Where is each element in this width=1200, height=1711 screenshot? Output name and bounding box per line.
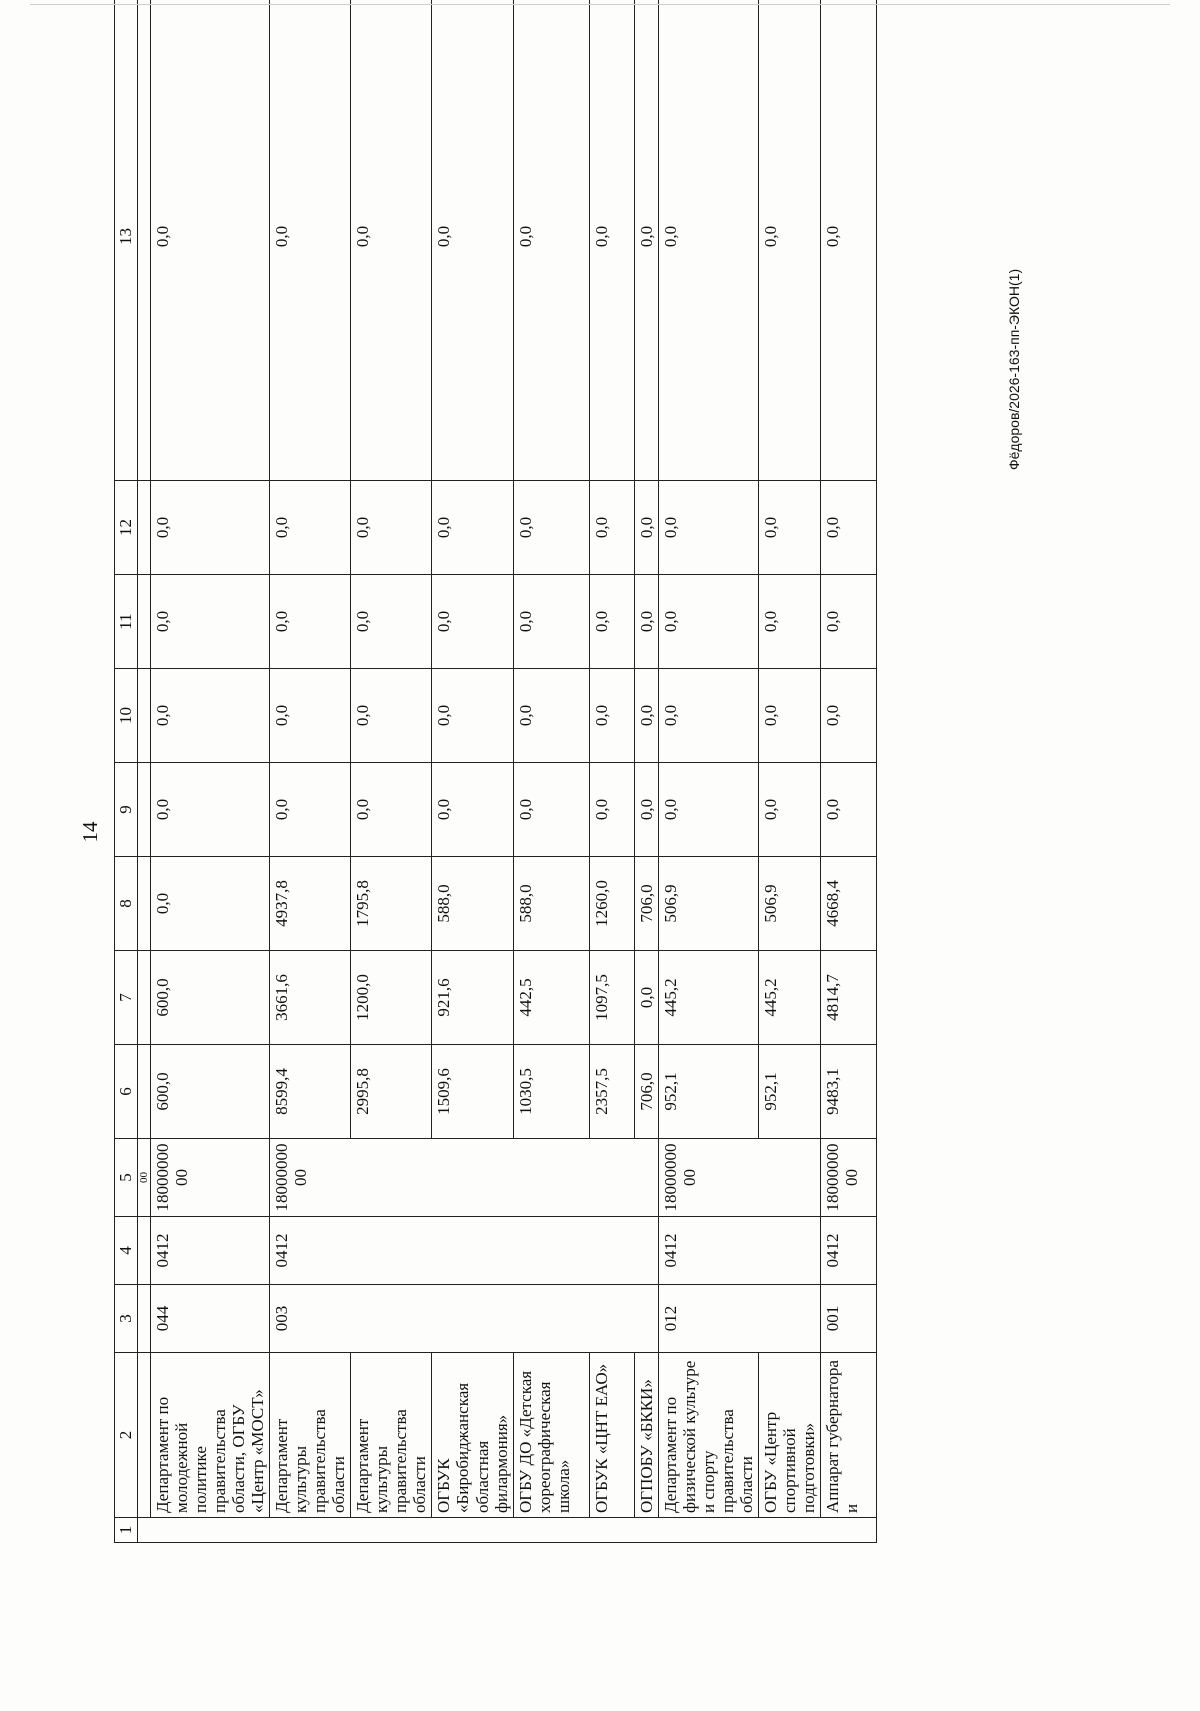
- code-column-5: 18000000 00: [270, 1139, 658, 1217]
- value-cell: 0,0: [658, 763, 758, 857]
- value-cell: 0,0: [820, 575, 876, 669]
- value-cell: 0,0: [432, 0, 513, 481]
- value-cell: 0,0: [820, 0, 876, 481]
- code-column-5: 18000000 00: [820, 1139, 876, 1217]
- column-number-row: [115, 0, 138, 1543]
- column-number: 3: [115, 1285, 138, 1353]
- value-cell: 0,0: [820, 669, 876, 763]
- value-cell: 0,0: [270, 575, 351, 669]
- document-code: Фёдоров/2026-163-пп-ЭКОН(1): [1006, 268, 1022, 470]
- value-cell: 1097,5: [589, 951, 634, 1045]
- code-column-5: 18000000 00: [151, 1139, 270, 1217]
- value-cell: 0,0: [758, 0, 820, 481]
- value-cell: 0,0: [151, 763, 270, 857]
- value-cell: 0,0: [758, 481, 820, 575]
- value-cell: 0,0: [513, 481, 589, 575]
- value-cell: 0,0: [151, 481, 270, 575]
- table-row: [658, 0, 758, 1543]
- value-cell: 588,0: [432, 857, 513, 951]
- value-cell: 0,0: [820, 763, 876, 857]
- value-cell: 8599,4: [270, 1045, 351, 1139]
- carry-over-code: 00: [138, 1139, 151, 1217]
- value-cell: 0,0: [589, 0, 634, 481]
- value-cell: 0,0: [658, 575, 758, 669]
- value-cell: 600,0: [151, 1045, 270, 1139]
- value-cell: 588,0: [513, 857, 589, 951]
- code-column-4: 0412: [151, 1217, 270, 1285]
- value-cell: 0,0: [758, 669, 820, 763]
- value-cell: 0,0: [351, 669, 432, 763]
- value-cell: 0,0: [513, 575, 589, 669]
- value-cell: 0,0: [270, 0, 351, 481]
- value-cell: 1509,6: [432, 1045, 513, 1139]
- value-cell: 921,6: [432, 951, 513, 1045]
- value-cell: 0,0: [151, 669, 270, 763]
- value-cell: 0,0: [758, 575, 820, 669]
- value-cell: 0,0: [351, 575, 432, 669]
- budget-table: [114, 0, 877, 1543]
- value-cell: 0,0: [513, 763, 589, 857]
- column-number: 5: [115, 1139, 138, 1217]
- value-cell: 0,0: [589, 763, 634, 857]
- column-number: 12: [115, 481, 138, 575]
- value-cell: 0,0: [658, 0, 758, 481]
- value-cell: 4814,7: [820, 951, 876, 1045]
- value-cell: 0,0: [634, 763, 658, 857]
- value-cell: 4937,8: [270, 857, 351, 951]
- value-cell: 1260,0: [589, 857, 634, 951]
- code-column-3: 003: [270, 1285, 658, 1353]
- column-number: 8: [115, 857, 138, 951]
- column-number: 6: [115, 1045, 138, 1139]
- value-cell: 952,1: [658, 1045, 758, 1139]
- recipient-name: ОГБУ «Центр спортивной подготовки»: [758, 1353, 820, 1518]
- value-cell: 0,0: [432, 763, 513, 857]
- value-cell: 445,2: [658, 951, 758, 1045]
- value-cell: 0,0: [634, 481, 658, 575]
- value-cell: 506,9: [658, 857, 758, 951]
- column-1-cell: [138, 1518, 877, 1543]
- value-cell: 0,0: [589, 481, 634, 575]
- column-number: 2: [115, 1353, 138, 1518]
- value-cell: 2995,8: [351, 1045, 432, 1139]
- recipient-name: ОГБУК «ЦНТ ЕАО»: [589, 1353, 634, 1518]
- table-row: [151, 0, 270, 1543]
- value-cell: 0,0: [634, 951, 658, 1045]
- value-cell: 0,0: [351, 763, 432, 857]
- page-number: 14: [78, 821, 102, 843]
- value-cell: 0,0: [151, 0, 270, 481]
- column-number: 1: [115, 1518, 138, 1543]
- value-cell: 0,0: [151, 575, 270, 669]
- code-column-4: 0412: [270, 1217, 658, 1285]
- column-number: 13: [115, 0, 138, 481]
- value-cell: 0,0: [634, 0, 658, 481]
- value-cell: 952,1: [758, 1045, 820, 1139]
- value-cell: 0,0: [820, 481, 876, 575]
- value-cell: 2357,5: [589, 1045, 634, 1139]
- recipient-name: Департамент культуры правительства области: [351, 1353, 432, 1518]
- value-cell: 4668,4: [820, 857, 876, 951]
- recipient-name: ОГБУК «Биробиджанская областная филармония»: [432, 1353, 513, 1518]
- code-column-5: 18000000 00: [658, 1139, 820, 1217]
- value-cell: 706,0: [634, 1045, 658, 1139]
- value-cell: 0,0: [634, 669, 658, 763]
- recipient-name: Департамент по молодежной политике правительства области, ОГБУ «Центр «МОСТ»: [151, 1353, 270, 1518]
- carry-over-row: [138, 0, 151, 1543]
- recipient-name: ОГБУ ДО «Детская хореографическая школа»: [513, 1353, 589, 1518]
- rotated-table-sheet: [114, 93, 959, 1543]
- recipient-name: Аппарат губернатора и: [820, 1353, 876, 1518]
- value-cell: 445,2: [758, 951, 820, 1045]
- table-row: [270, 0, 351, 1543]
- value-cell: 0,0: [270, 763, 351, 857]
- value-cell: 0,0: [589, 669, 634, 763]
- value-cell: 506,9: [758, 857, 820, 951]
- value-cell: 1030,5: [513, 1045, 589, 1139]
- value-cell: 0,0: [351, 0, 432, 481]
- table-row: [820, 0, 876, 1543]
- value-cell: 9483,1: [820, 1045, 876, 1139]
- value-cell: 1795,8: [351, 857, 432, 951]
- value-cell: 0,0: [634, 575, 658, 669]
- value-cell: 0,0: [589, 575, 634, 669]
- code-column-4: 0412: [820, 1217, 876, 1285]
- column-number: 10: [115, 669, 138, 763]
- value-cell: 706,0: [634, 857, 658, 951]
- value-cell: 0,0: [151, 857, 270, 951]
- column-number: 4: [115, 1217, 138, 1285]
- code-column-3: 044: [151, 1285, 270, 1353]
- code-column-3: 001: [820, 1285, 876, 1353]
- column-number: 11: [115, 575, 138, 669]
- column-number: 9: [115, 763, 138, 857]
- code-column-3: 012: [658, 1285, 820, 1353]
- value-cell: 0,0: [658, 669, 758, 763]
- value-cell: 0,0: [513, 669, 589, 763]
- value-cell: 0,0: [270, 481, 351, 575]
- value-cell: 0,0: [432, 669, 513, 763]
- value-cell: 3661,6: [270, 951, 351, 1045]
- recipient-name: Департамент культуры правительства области: [270, 1353, 351, 1518]
- value-cell: 0,0: [758, 763, 820, 857]
- scan-artifact-line: [30, 4, 1170, 5]
- value-cell: 0,0: [432, 575, 513, 669]
- value-cell: 0,0: [351, 481, 432, 575]
- value-cell: 0,0: [658, 481, 758, 575]
- value-cell: 0,0: [513, 0, 589, 481]
- value-cell: 600,0: [151, 951, 270, 1045]
- value-cell: 0,0: [270, 669, 351, 763]
- value-cell: 442,5: [513, 951, 589, 1045]
- recipient-name: ОГПОБУ «БККИ»: [634, 1353, 658, 1518]
- recipient-name: Департамент по физической культуре и спорту правительства области: [658, 1353, 758, 1518]
- code-column-4: 0412: [658, 1217, 820, 1285]
- column-number: 7: [115, 951, 138, 1045]
- value-cell: 1200,0: [351, 951, 432, 1045]
- value-cell: 0,0: [432, 481, 513, 575]
